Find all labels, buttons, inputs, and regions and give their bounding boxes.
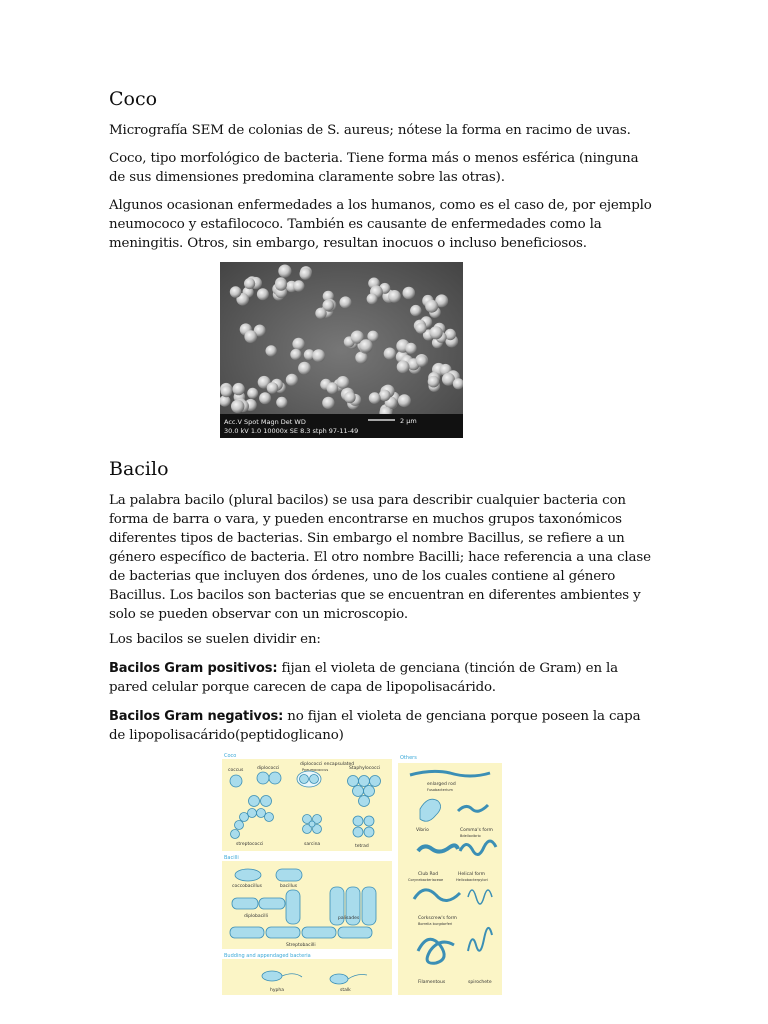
label-bacillus: bacillus [280, 884, 298, 889]
label-diplococci: diplococci [257, 766, 280, 771]
label-corynebacteriaceae: Corynebacteriaceae [408, 878, 444, 882]
coccus-cell [405, 343, 416, 354]
label-bdellovibrio: Bdellovibrio [460, 834, 481, 838]
coccus-cell [322, 397, 334, 409]
coccus-cell [278, 265, 291, 278]
coccus-cell [344, 392, 356, 404]
coccus-cell [428, 376, 440, 388]
gram-negative-label: Bacilos Gram negativos: [109, 709, 284, 724]
bacteria-morphology-diagram [222, 751, 503, 995]
label-diplococci-encapsulated: diplococci encapsulated [300, 762, 355, 767]
paragraph-coco-diseases: Algunos ocasionan enfermedades a los humanos, como es el caso de, por ejemplo neumococo y estafilococo. También es causante de enfermedades como la meningitis. Otros, sin embargo, resultan inocuos o incluso beneficiosos. [109, 198, 652, 251]
diagram-title-others: Others [400, 755, 417, 761]
label-fusobacterium: Fusobacterium [427, 788, 453, 792]
coccus-cell [397, 361, 410, 374]
coccus-cell [388, 290, 401, 303]
coccus-cell [300, 268, 312, 280]
coccus-cell [430, 326, 443, 339]
diagram-title-budding: Budding and appendaged bacteria [224, 953, 311, 959]
sem-micrograph-image [220, 262, 463, 438]
paragraph-gram-positive [109, 659, 654, 697]
paragraph-bacilo-definition: La palabra bacilo (plural bacilos) se usa para describir cualquier bacteria con forma de barra o vara, y pueden encontrarse en muchos grupos taxonómicos diferentes tipos de bacterias. Sin embargo el nombre Bacillus, se refiere a un género específico de bacteria. El otro nombre Bacilli; hace referencia a una clase de bacterias que incluyen dos órdenes, uno de los cuales contiene al género Bacillus. Los bacilos son bacterias que se encuentran en diferentes ambientes y solo se pueden observar con un microscopio. [109, 493, 651, 622]
coccus-cell [416, 355, 427, 366]
label-hypha: hypha [270, 988, 284, 993]
label-spirochete: spirochete [468, 980, 492, 985]
coccus-cell [340, 296, 352, 308]
coccus-cell [403, 287, 416, 300]
label-pneumococcus: Pneumococcus [302, 768, 329, 772]
coccus-cell [315, 308, 326, 319]
label-commas-form: Comma's form [460, 828, 493, 833]
paragraph-coco-definition: Coco, tipo morfológico de bacteria. Tiene forma más o menos esférica (ninguna de sus dimensiones predomina claramente sobre las otras). [109, 151, 639, 185]
label-staphylococci: Staphylococci [349, 766, 381, 771]
label-filamentous: Filamentous [418, 980, 446, 985]
coccus-cell [312, 349, 325, 362]
label-helical-form: Helical form [458, 872, 486, 877]
label-diplobacilli: diplobacilli [244, 914, 269, 919]
label-club-rod: Club Rod [418, 872, 439, 877]
label-coccus: coccus [228, 768, 244, 773]
label-tetrad: tetrad [355, 844, 369, 849]
coccus-cell [379, 390, 391, 402]
diagram-title-coco: Coco [224, 753, 237, 759]
paragraph-coco-caption: Micrografía SEM de colonias de S. aureus; nótese la forma en racimo de uvas. [109, 123, 631, 138]
gram-negative-text: no fijan el violeta de genciana porque poseen la capa de lipopolisacárido(peptidoglicano) [109, 709, 641, 743]
gram-positive-label: Bacilos Gram positivos: [109, 661, 278, 676]
coccus-cell [293, 280, 304, 291]
coccus-cell [327, 382, 339, 394]
coccus-cell [232, 383, 244, 395]
sem-scale-bar: 2 µm [400, 417, 417, 425]
coccus-cell [425, 300, 438, 313]
coccus-cell [292, 338, 304, 350]
coccus-cell [257, 288, 269, 300]
label-palisades: palisades [338, 916, 360, 921]
coccus-cell [231, 400, 244, 413]
label-sarcina: sarcina [304, 842, 321, 847]
paragraph-bacilo-division: Los bacilos se suelen dividir en: [109, 632, 321, 647]
coccus-cell [286, 374, 298, 386]
sem-info-line1: Acc.V Spot Magn Det WD [224, 418, 306, 426]
coccus-cell [410, 305, 421, 316]
label-vibrio: Vibrio [416, 828, 429, 833]
sem-info-line2: 30.0 kV 1.0 10000x SE 8.3 stph 97-11-49 [224, 427, 359, 435]
coccus-cell [359, 339, 372, 352]
coccus-cell [244, 330, 257, 343]
diagram-title-bacilli: Bacilli [224, 855, 239, 861]
coccus-cell [337, 376, 350, 389]
coccus-cell [259, 392, 271, 404]
gram-positive-text: fijan el violeta de genciana (tinción de Gram) en la pared celular porque carecen de capa de lipopolisacárido. [109, 661, 619, 695]
coccus-cell [275, 279, 287, 291]
coccus-cell [298, 362, 311, 375]
heading-coco: Coco [109, 88, 158, 110]
coccus-cell [415, 323, 426, 334]
coccus-cell [230, 286, 242, 298]
coccus-cell [221, 385, 233, 397]
label-stalk: stalk [340, 988, 351, 993]
coccus-cell [247, 388, 258, 399]
coccus-cell [384, 348, 396, 360]
sem-micrograph-drawing [220, 262, 463, 438]
coccus-cell [267, 382, 279, 394]
label-corkscrew-form: Corkscrew's form [418, 916, 457, 921]
label-coccobacillus: coccobacillus [232, 884, 262, 889]
heading-bacilo: Bacilo [109, 458, 169, 480]
coccus-cell [290, 349, 301, 360]
label-enlarged-rod: enlarged rod [427, 782, 456, 787]
coccus-cell [369, 392, 381, 404]
coccus-cell [244, 278, 255, 289]
label-streptococci: streptococci [236, 842, 264, 847]
label-helicobacter: Helicobacterpylori [456, 878, 488, 882]
label-borrelia: Borrelia burgdorferi [418, 922, 453, 926]
coccus-cell [398, 394, 411, 407]
label-streptobacilli: Streptobacilli [286, 943, 316, 948]
coccus-cell [266, 345, 277, 356]
coccus-cell [367, 293, 378, 304]
paragraph-gram-negative [109, 707, 654, 745]
coccus-cell [276, 397, 287, 408]
